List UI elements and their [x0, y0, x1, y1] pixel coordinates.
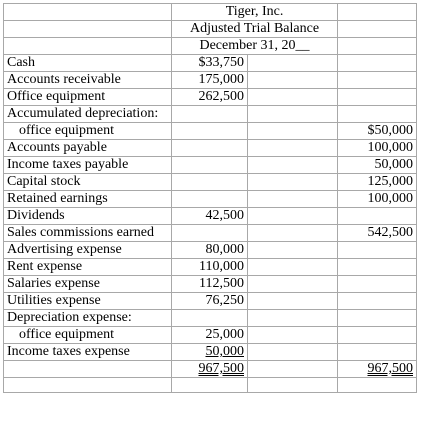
credit-amount	[338, 276, 417, 293]
account-name: Sales commissions earned	[4, 225, 172, 242]
account-name: Income taxes payable	[4, 157, 172, 174]
credit-amount	[338, 55, 417, 72]
table-row	[4, 191, 417, 208]
table-row	[4, 55, 417, 72]
debit-amount: 80,000	[172, 242, 248, 259]
debit-amount: 25,000	[172, 327, 248, 344]
table-row	[4, 157, 417, 174]
credit-amount: $50,000	[338, 123, 417, 140]
blank-row	[4, 378, 417, 393]
debit-amount: 76,250	[172, 293, 248, 310]
credit-amount: 100,000	[338, 140, 417, 157]
debit-amount: 262,500	[172, 89, 248, 106]
table-row	[4, 140, 417, 157]
debit-amount: 42,500	[172, 208, 248, 225]
account-name: Accumulated depreciation:	[4, 106, 172, 123]
debit-amount: 112,500	[172, 276, 248, 293]
debit-amount: $33,750	[172, 55, 248, 72]
table-row	[4, 89, 417, 106]
adjusted-trial-balance-table	[3, 3, 417, 393]
table-row	[4, 293, 417, 310]
credit-amount	[338, 344, 417, 361]
table-row	[4, 344, 417, 361]
statement-date: December 31, 20__	[172, 38, 338, 55]
credit-amount	[338, 293, 417, 310]
company-name: Tiger, Inc.	[172, 4, 338, 21]
table-row	[4, 242, 417, 259]
debit-amount	[172, 140, 248, 157]
debit-amount	[172, 106, 248, 123]
debit-amount: 175,000	[172, 72, 248, 89]
account-name: Rent expense	[4, 259, 172, 276]
account-name: Depreciation expense:	[4, 310, 172, 327]
debit-amount: 50,000	[205, 344, 244, 359]
credit-amount: 100,000	[338, 191, 417, 208]
table-row	[4, 72, 417, 89]
credit-amount	[338, 106, 417, 123]
account-name: Accounts payable	[4, 140, 172, 157]
credit-amount: 50,000	[338, 157, 417, 174]
account-name: office equipment	[19, 123, 114, 138]
credit-amount	[338, 259, 417, 276]
table-row	[4, 174, 417, 191]
debit-amount	[172, 191, 248, 208]
debit-amount: 110,000	[172, 259, 248, 276]
table-row	[4, 225, 417, 242]
header-row-date	[4, 38, 417, 55]
credit-amount	[338, 327, 417, 344]
debit-amount	[172, 225, 248, 242]
debit-amount	[172, 310, 248, 327]
debit-amount	[172, 174, 248, 191]
table-row	[4, 327, 417, 344]
statement-title: Adjusted Trial Balance	[172, 21, 338, 38]
account-name: Accounts receivable	[4, 72, 172, 89]
header-row-company	[4, 4, 417, 21]
table-row	[4, 123, 417, 140]
account-name: Utilities expense	[4, 293, 172, 310]
credit-amount	[338, 89, 417, 106]
table-row	[4, 276, 417, 293]
account-name: Salaries expense	[4, 276, 172, 293]
account-name: Cash	[4, 55, 172, 72]
account-name: office equipment	[19, 327, 114, 342]
header-row-statement	[4, 21, 417, 38]
debit-amount	[172, 157, 248, 174]
table-row	[4, 310, 417, 327]
credit-amount	[338, 72, 417, 89]
table-row	[4, 208, 417, 225]
table-row	[4, 106, 417, 123]
account-name: Capital stock	[4, 174, 172, 191]
credit-amount	[338, 310, 417, 327]
credit-amount	[338, 242, 417, 259]
account-name: Income taxes expense	[4, 344, 172, 361]
credit-amount	[338, 208, 417, 225]
account-name: Advertising expense	[4, 242, 172, 259]
credit-amount: 542,500	[338, 225, 417, 242]
credit-amount: 125,000	[338, 174, 417, 191]
totals-row	[4, 361, 417, 378]
account-name: Retained earnings	[4, 191, 172, 208]
credit-total: 967,500	[367, 361, 414, 376]
table-row	[4, 259, 417, 276]
debit-amount	[172, 123, 248, 140]
account-name: Office equipment	[4, 89, 172, 106]
account-name: Dividends	[4, 208, 172, 225]
debit-total: 967,500	[198, 361, 244, 376]
